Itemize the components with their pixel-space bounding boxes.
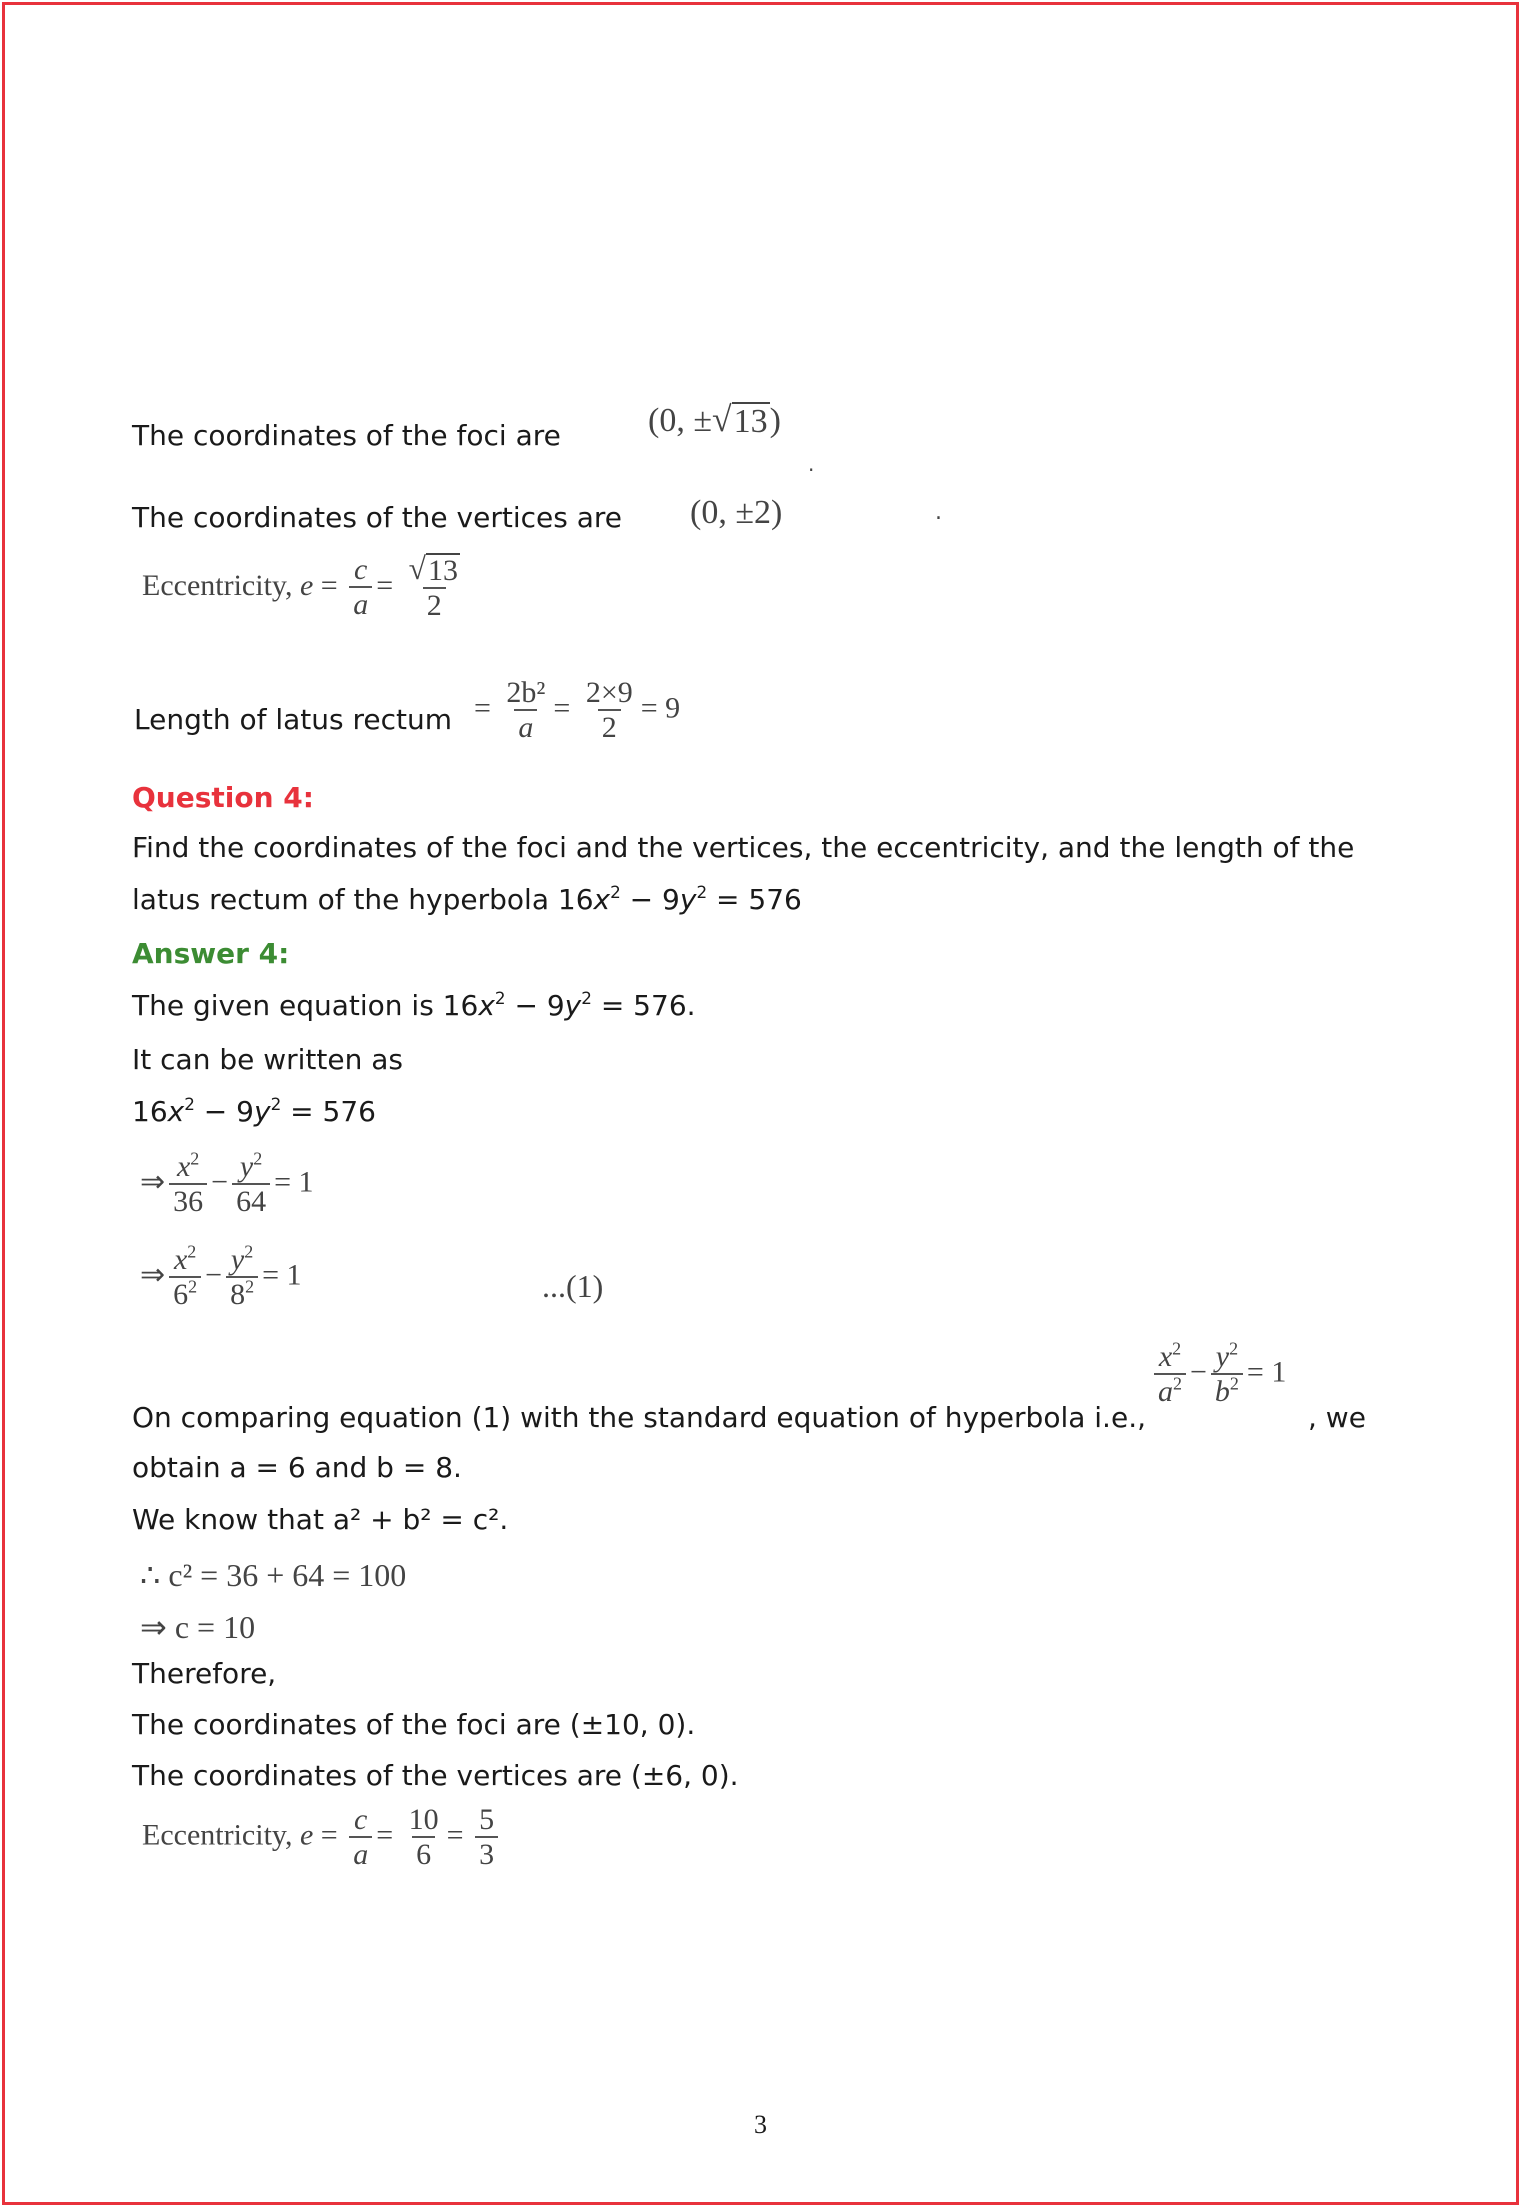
foci-answer: The coordinates of the foci are (±10, 0). bbox=[132, 1708, 696, 1741]
step-2: ⇒ $\frac{x^2}{6^2}$ − $\frac{y^2}{8^2}$ = 1 bbox=[140, 1241, 302, 1311]
compare-line: On comparing equation (1) with the standard equation of hyperbola i.e., bbox=[132, 1401, 1146, 1434]
eccentricity-answer: Eccentricity, e = $\frac{c}{a}$ = $\frac{10}{6}$ = $\frac{5}{3}$ bbox=[142, 1803, 502, 1873]
compare-line-end: , we bbox=[1308, 1401, 1366, 1434]
question-line-2: latus rectum of the hyperbola $16x^2 - 9y^2 = 576$ bbox=[132, 882, 802, 916]
question-line-1: Find the coordinates of the foci and the vertices, the eccentricity, and the length of the bbox=[132, 831, 1355, 864]
foci-line: The coordinates of the foci are bbox=[132, 419, 561, 452]
latus-label: Length of latus rectum bbox=[134, 703, 453, 736]
foci-value: (0, ± √ 13 ) bbox=[648, 399, 781, 440]
answer-heading: Answer 4: bbox=[132, 937, 290, 970]
obtain-line: obtain a = 6 and b = 8. bbox=[132, 1451, 462, 1484]
vertices-line: The coordinates of the vertices are bbox=[132, 501, 622, 534]
vertices-dot: . bbox=[935, 500, 942, 525]
standard-equation: $\frac{x^2}{a^2}$ − $\frac{y^2}{b^2}$ = 1 bbox=[1150, 1340, 1286, 1410]
vertices-answer: The coordinates of the vertices are (±6, 0). bbox=[132, 1759, 739, 1792]
c-squared: ∴ c² = 36 + 64 = 100 bbox=[140, 1557, 407, 1593]
equation-line: $16x^2 - 9y^2 = 576$ bbox=[132, 1094, 376, 1128]
vertices-value: (0, ±2) bbox=[690, 494, 783, 531]
latus-formula: = $\frac{\text{2b²}}{a}$ = $\frac{2\times 9}{2}$ = 9 bbox=[474, 676, 681, 744]
c-value: ⇒ c = 10 bbox=[140, 1609, 256, 1645]
know-line: We know that a² + b² = c². bbox=[132, 1503, 509, 1536]
step-1: ⇒ $\frac{x^2}{36}$ − $\frac{y^2}{64}$ = 1 bbox=[140, 1148, 314, 1218]
foci-dot: . bbox=[808, 452, 815, 476]
page-number: 3 bbox=[754, 2110, 767, 2139]
eccentricity-formula: Eccentricity, e = $\frac{c}{a}$ = √ 13 2 bbox=[142, 551, 458, 622]
therefore-line: Therefore, bbox=[132, 1657, 277, 1690]
given-equation: The given equation is $16x^2 - 9y^2 = 576$. bbox=[132, 988, 696, 1022]
equation-tag: ...(1) bbox=[542, 1268, 604, 1304]
question-heading: Question 4: bbox=[132, 781, 314, 814]
written-as: It can be written as bbox=[132, 1043, 404, 1076]
